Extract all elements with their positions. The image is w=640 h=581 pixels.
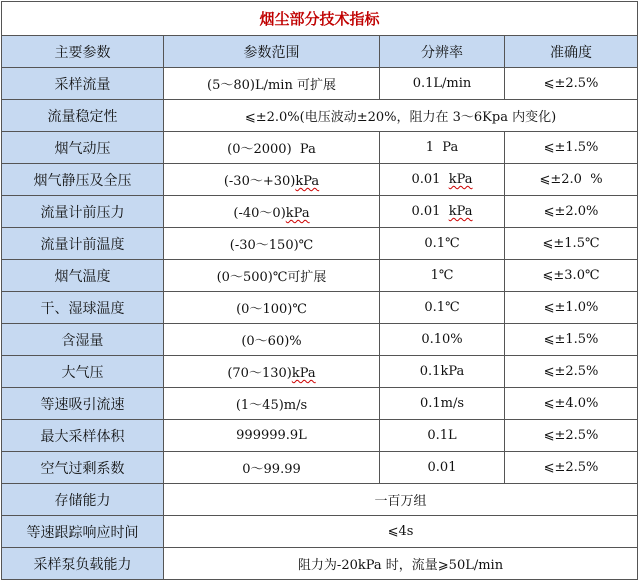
row-accuracy: ⩽±2.5% bbox=[505, 452, 638, 484]
row-name: 流量计前温度 bbox=[2, 228, 164, 260]
row-resolution: 0.10% bbox=[380, 324, 505, 356]
row-name: 烟气静压及全压 bbox=[2, 164, 164, 196]
row-range bbox=[164, 196, 380, 228]
table-row bbox=[2, 516, 638, 548]
row-accuracy: ⩽±2.5% bbox=[505, 420, 638, 452]
row-resolution: 0.1L bbox=[380, 420, 505, 452]
row-range: (1～45)m/s bbox=[164, 388, 380, 420]
row-range bbox=[164, 356, 380, 388]
row-name: 等速吸引流速 bbox=[2, 388, 164, 420]
row-accuracy: ⩽±4.0% bbox=[505, 388, 638, 420]
resolution-unit: kPa bbox=[448, 204, 473, 219]
row-name: 含湿量 bbox=[2, 324, 164, 356]
row-accuracy: ⩽±2.0% bbox=[505, 196, 638, 228]
table-title-row bbox=[2, 2, 638, 36]
row-resolution: 0.1m/s bbox=[380, 388, 505, 420]
table-row bbox=[2, 260, 638, 292]
row-range: (0～500)℃可扩展 bbox=[164, 260, 380, 292]
row-range bbox=[164, 164, 380, 196]
range-value: (70～130) bbox=[227, 366, 292, 381]
header-accuracy: 准确度 bbox=[505, 36, 638, 68]
row-name: 等速跟踪响应时间 bbox=[2, 516, 164, 548]
spec-table-container bbox=[1, 1, 637, 580]
row-resolution: 0.1℃ bbox=[380, 228, 505, 260]
row-name: 流量稳定性 bbox=[2, 100, 164, 132]
row-range: (0～100)℃ bbox=[164, 292, 380, 324]
row-name: 采样泵负载能力 bbox=[2, 548, 164, 580]
resolution-value: 0.01 bbox=[411, 172, 449, 187]
row-accuracy: ⩽±1.5% bbox=[505, 324, 638, 356]
row-merged-value: 一百万组 bbox=[164, 484, 638, 516]
row-accuracy: ⩽±2.5% bbox=[505, 68, 638, 100]
table-row bbox=[2, 292, 638, 324]
row-name: 空气过剩系数 bbox=[2, 452, 164, 484]
row-name: 大气压 bbox=[2, 356, 164, 388]
range-value: (-40～0) bbox=[233, 206, 286, 221]
table-title: 烟尘部分技术指标 bbox=[2, 2, 638, 36]
row-resolution: 1 Pa bbox=[380, 132, 505, 164]
row-accuracy: ⩽±1.5℃ bbox=[505, 228, 638, 260]
table-row bbox=[2, 484, 638, 516]
row-range: (-30～150)℃ bbox=[164, 228, 380, 260]
table-row bbox=[2, 548, 638, 580]
range-unit: kPa bbox=[285, 206, 310, 221]
table-row bbox=[2, 420, 638, 452]
row-range: (0～60)% bbox=[164, 324, 380, 356]
row-range: (0～2000) Pa bbox=[164, 132, 380, 164]
range-unit: kPa bbox=[295, 174, 320, 189]
smoke-dust-spec-table bbox=[1, 1, 638, 580]
row-resolution: 0.1L/min bbox=[380, 68, 505, 100]
row-resolution: 0.1℃ bbox=[380, 292, 505, 324]
row-range: (5～80)L/min 可扩展 bbox=[164, 68, 380, 100]
header-resolution: 分辨率 bbox=[380, 36, 505, 68]
row-accuracy: ⩽±3.0℃ bbox=[505, 260, 638, 292]
row-name: 烟气温度 bbox=[2, 260, 164, 292]
table-row bbox=[2, 452, 638, 484]
header-range: 参数范围 bbox=[164, 36, 380, 68]
table-row bbox=[2, 164, 638, 196]
table-row bbox=[2, 228, 638, 260]
resolution-value: 0.01 bbox=[411, 204, 449, 219]
table-row bbox=[2, 68, 638, 100]
row-resolution: 1℃ bbox=[380, 260, 505, 292]
row-merged-value: ⩽±2.0%(电压波动±20%，阻力在 3～6Kpa 内变化) bbox=[164, 100, 638, 132]
row-name: 流量计前压力 bbox=[2, 196, 164, 228]
row-resolution bbox=[380, 196, 505, 228]
table-row bbox=[2, 388, 638, 420]
range-value: (-30～+30) bbox=[223, 174, 296, 189]
row-name: 最大采样体积 bbox=[2, 420, 164, 452]
row-name: 干、湿球温度 bbox=[2, 292, 164, 324]
row-accuracy: ⩽±1.5% bbox=[505, 132, 638, 164]
row-accuracy: ⩽±2.5% bbox=[505, 356, 638, 388]
range-unit: kPa bbox=[291, 366, 316, 381]
row-accuracy: ⩽±1.0% bbox=[505, 292, 638, 324]
row-range: 999999.9L bbox=[164, 420, 380, 452]
header-param: 主要参数 bbox=[2, 36, 164, 68]
row-name: 存储能力 bbox=[2, 484, 164, 516]
row-range: 0～99.99 bbox=[164, 452, 380, 484]
table-row bbox=[2, 356, 638, 388]
row-resolution bbox=[380, 164, 505, 196]
table-row bbox=[2, 324, 638, 356]
row-name: 采样流量 bbox=[2, 68, 164, 100]
row-accuracy: ⩽±2.0 % bbox=[505, 164, 638, 196]
row-merged-value: 阻力为-20kPa 时，流量⩾50L/min bbox=[164, 548, 638, 580]
table-row bbox=[2, 196, 638, 228]
row-name: 烟气动压 bbox=[2, 132, 164, 164]
table-row bbox=[2, 132, 638, 164]
row-resolution: 0.1kPa bbox=[380, 356, 505, 388]
resolution-unit: kPa bbox=[448, 172, 473, 187]
row-resolution: 0.01 bbox=[380, 452, 505, 484]
row-merged-value: ⩽4s bbox=[164, 516, 638, 548]
table-row bbox=[2, 100, 638, 132]
table-header-row bbox=[2, 36, 638, 68]
